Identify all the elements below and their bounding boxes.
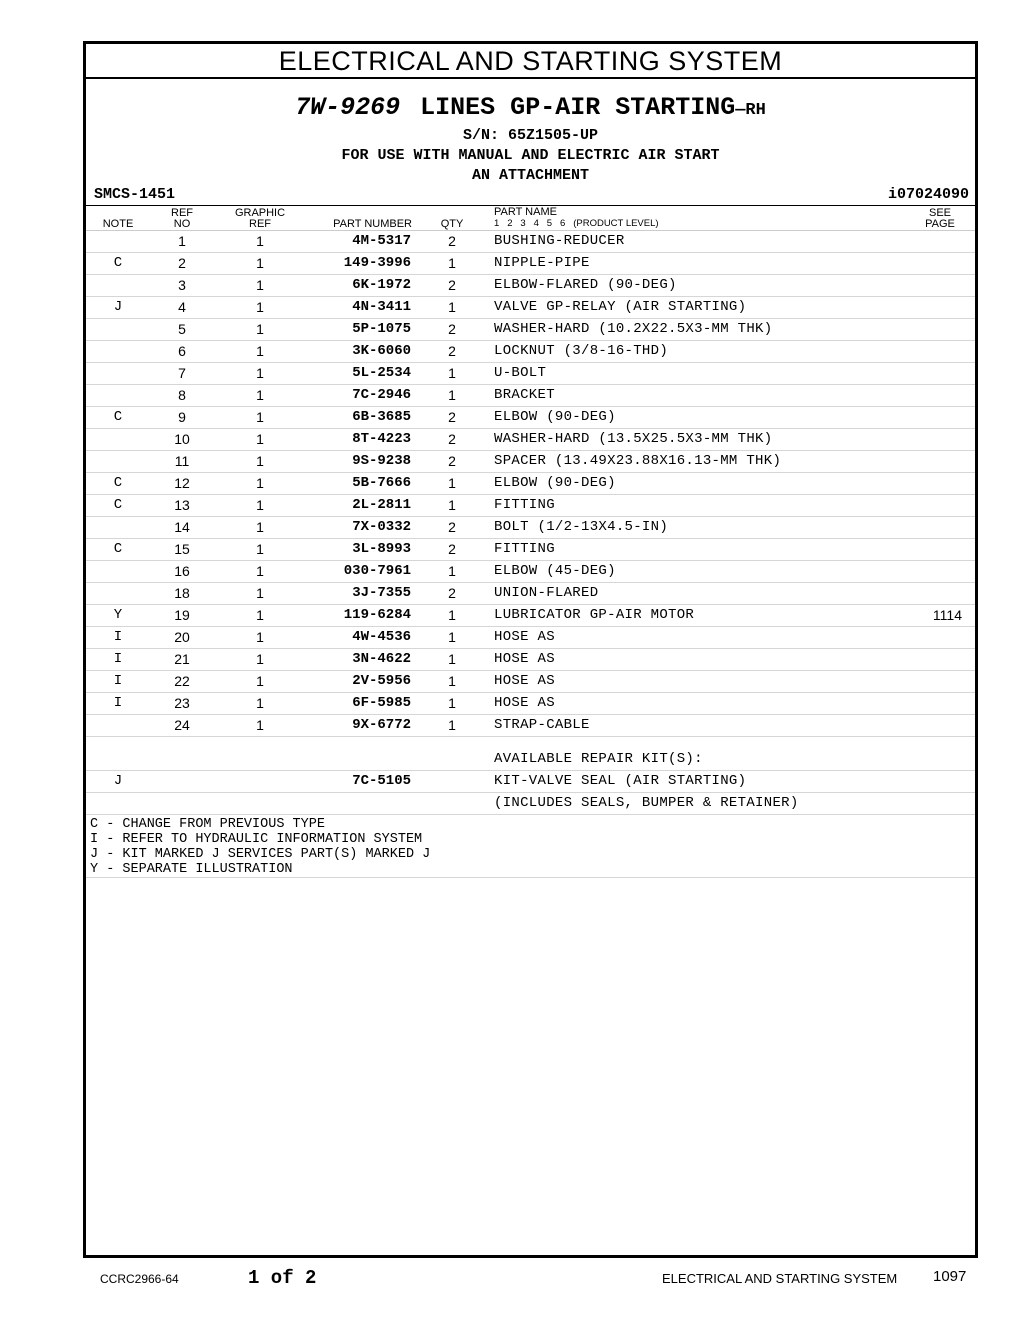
- row-graphic-ref: 1: [256, 387, 264, 403]
- row-part-number: 5B-7666: [352, 475, 411, 491]
- col-see-top: SEE: [928, 207, 951, 219]
- parts-table: [86, 231, 975, 737]
- row-qty: 1: [448, 365, 456, 381]
- row-ref-no: 21: [174, 651, 190, 667]
- row-graphic-ref: 1: [256, 343, 264, 359]
- row-part-number: 4M-5317: [352, 233, 411, 249]
- row-part-number: 7X-0332: [352, 519, 411, 535]
- row-note: C: [113, 541, 123, 557]
- row-part-number: 6K-1972: [352, 277, 411, 293]
- row-part-name: ELBOW (90-DEG): [494, 475, 616, 491]
- row-qty: 2: [448, 409, 456, 425]
- row-qty: 1: [448, 387, 456, 403]
- row-qty: 2: [448, 277, 456, 293]
- row-note: C: [113, 409, 123, 425]
- table-row: [86, 539, 975, 561]
- table-row: [86, 451, 975, 473]
- table-row: [86, 319, 975, 341]
- row-part-name: FITTING: [494, 497, 555, 513]
- row-part-number: 4W-4536: [352, 629, 411, 645]
- row-ref-no: 23: [174, 695, 190, 711]
- row-part-name: STRAP-CABLE: [494, 717, 590, 733]
- repair-kit-part-number: 7C-5105: [352, 773, 411, 789]
- row-qty: 1: [448, 717, 456, 733]
- row-part-name: UNION-FLARED: [494, 585, 599, 601]
- row-ref-no: 9: [178, 409, 186, 425]
- table-row: [86, 231, 975, 253]
- col-graphic-bottom: REF: [249, 218, 271, 230]
- col-graphic-top: GRAPHIC: [234, 207, 286, 219]
- row-part-number: 4N-3411: [352, 299, 411, 315]
- smcs-code: SMCS-1451: [94, 186, 176, 203]
- row-part-number: 149-3996: [343, 255, 411, 271]
- row-graphic-ref: 1: [256, 277, 264, 293]
- col-see-bottom: PAGE: [925, 218, 955, 230]
- row-ref-no: 15: [174, 541, 190, 557]
- row-graphic-ref: 1: [256, 519, 264, 535]
- table-row: [86, 561, 975, 583]
- table-row: [86, 627, 975, 649]
- row-part-number: 3K-6060: [352, 343, 411, 359]
- row-part-number: 3J-7355: [352, 585, 411, 601]
- table-row: [86, 297, 975, 319]
- legend-line: Y - SEPARATE ILLUSTRATION: [90, 862, 293, 877]
- parts-page-frame: [83, 41, 978, 1258]
- row-ref-no: 7: [178, 365, 186, 381]
- row-graphic-ref: 1: [256, 497, 264, 513]
- row-qty: 2: [448, 541, 456, 557]
- row-part-name: HOSE AS: [494, 651, 555, 667]
- usage-line-1: FOR USE WITH MANUAL AND ELECTRIC AIR START: [341, 147, 720, 164]
- row-ref-no: 13: [174, 497, 190, 513]
- table-row: [86, 275, 975, 297]
- table-row: [86, 407, 975, 429]
- table-row: [86, 693, 975, 715]
- row-qty: 2: [448, 585, 456, 601]
- serial-number: S/N: 65Z1505-UP: [462, 127, 599, 144]
- repair-kit-detail: (INCLUDES SEALS, BUMPER & RETAINER): [494, 795, 799, 811]
- row-part-name: LOCKNUT (3/8-16-THD): [494, 343, 669, 359]
- row-qty: 2: [448, 233, 456, 249]
- row-note: Y: [113, 607, 123, 623]
- row-note: I: [113, 651, 123, 667]
- row-part-number: 030-7961: [343, 563, 411, 579]
- row-part-name: HOSE AS: [494, 673, 555, 689]
- row-ref-no: 14: [174, 519, 190, 535]
- column-headers: [86, 206, 975, 231]
- row-ref-no: 22: [174, 673, 190, 689]
- row-part-number: 5L-2534: [352, 365, 411, 381]
- col-note: NOTE: [102, 218, 134, 230]
- row-graphic-ref: 1: [256, 563, 264, 579]
- row-graphic-ref: 1: [256, 695, 264, 711]
- repair-kit-detail-row: [86, 793, 975, 815]
- row-qty: 1: [448, 497, 456, 513]
- row-qty: 1: [448, 475, 456, 491]
- row-qty: 2: [448, 343, 456, 359]
- table-row: [86, 473, 975, 495]
- table-row: [86, 495, 975, 517]
- row-part-number: 3N-4622: [352, 651, 411, 667]
- row-graphic-ref: 1: [256, 607, 264, 623]
- footer-doc-code: CCRC2966-64: [100, 1272, 179, 1286]
- row-part-name: VALVE GP-RELAY (AIR STARTING): [494, 299, 747, 315]
- repair-kit-note: J: [113, 773, 123, 789]
- row-qty: 1: [448, 563, 456, 579]
- table-row: [86, 583, 975, 605]
- row-part-number: 8T-4223: [352, 431, 411, 447]
- group-suffix: —RH: [735, 101, 766, 120]
- row-qty: 1: [448, 299, 456, 315]
- table-row: [86, 605, 975, 627]
- row-ref-no: 5: [178, 321, 186, 337]
- row-qty: 1: [448, 695, 456, 711]
- row-ref-no: 24: [174, 717, 190, 733]
- row-graphic-ref: 1: [256, 365, 264, 381]
- notes-legend: [86, 815, 975, 878]
- row-ref-no: 12: [174, 475, 190, 491]
- row-graphic-ref: 1: [256, 299, 264, 315]
- footer-page-number: 1097: [933, 1268, 967, 1285]
- row-ref-no: 4: [178, 299, 186, 315]
- row-ref-no: 3: [178, 277, 186, 293]
- row-part-number: 2V-5956: [352, 673, 411, 689]
- row-ref-no: 19: [174, 607, 190, 623]
- row-qty: 1: [448, 607, 456, 623]
- row-graphic-ref: 1: [256, 409, 264, 425]
- row-part-number: 3L-8993: [352, 541, 411, 557]
- row-note: C: [113, 255, 123, 271]
- row-graphic-ref: 1: [256, 453, 264, 469]
- row-graphic-ref: 1: [256, 717, 264, 733]
- row-part-name: U-BOLT: [494, 365, 547, 381]
- row-part-number: 7C-2946: [352, 387, 411, 403]
- row-ref-no: 18: [174, 585, 190, 601]
- row-part-name: HOSE AS: [494, 629, 555, 645]
- row-part-name: BOLT (1/2-13X4.5-IN): [494, 519, 669, 535]
- legend-line: C - CHANGE FROM PREVIOUS TYPE: [90, 817, 325, 832]
- row-qty: 2: [448, 453, 456, 469]
- row-note: C: [113, 497, 123, 513]
- col-part-number: PART NUMBER: [333, 218, 412, 230]
- repair-kit-name: KIT-VALVE SEAL (AIR STARTING): [494, 773, 747, 789]
- row-ref-no: 20: [174, 629, 190, 645]
- legend-line: J - KIT MARKED J SERVICES PART(S) MARKED J: [90, 847, 431, 862]
- row-ref-no: 1: [178, 233, 186, 249]
- row-graphic-ref: 1: [256, 431, 264, 447]
- row-graphic-ref: 1: [256, 629, 264, 645]
- row-graphic-ref: 1: [256, 233, 264, 249]
- col-product-level: 1 2 3 4 5 6 (PRODUCT LEVEL): [494, 218, 659, 229]
- spacer-row: [86, 737, 975, 749]
- row-qty: 1: [448, 651, 456, 667]
- col-qty: QTY: [440, 218, 464, 230]
- row-ref-no: 16: [174, 563, 190, 579]
- row-note: I: [113, 629, 123, 645]
- row-part-number: 119-6284: [343, 607, 411, 623]
- row-qty: 1: [448, 629, 456, 645]
- legend-line: I - REFER TO HYDRAULIC INFORMATION SYSTEM: [90, 832, 423, 847]
- group-header: [86, 79, 975, 206]
- row-part-name: WASHER-HARD (10.2X22.5X3-MM THK): [494, 321, 773, 337]
- row-part-name: HOSE AS: [494, 695, 555, 711]
- repair-kit-heading: AVAILABLE REPAIR KIT(S):: [494, 751, 703, 767]
- row-part-number: 9X-6772: [352, 717, 411, 733]
- group-number: 7W-9269: [295, 93, 401, 122]
- table-row: [86, 253, 975, 275]
- row-part-number: 5P-1075: [352, 321, 411, 337]
- table-row: [86, 671, 975, 693]
- row-ref-no: 6: [178, 343, 186, 359]
- table-row: [86, 385, 975, 407]
- row-part-name: BUSHING-REDUCER: [494, 233, 625, 249]
- row-note: C: [113, 475, 123, 491]
- col-part-name: PART NAME: [494, 206, 557, 218]
- row-graphic-ref: 1: [256, 585, 264, 601]
- row-part-name: ELBOW (90-DEG): [494, 409, 616, 425]
- table-row: [86, 429, 975, 451]
- col-ref-bottom: NO: [173, 218, 191, 230]
- table-row: [86, 363, 975, 385]
- row-part-name: SPACER (13.49X23.88X16.13-MM THK): [494, 453, 782, 469]
- table-row: [86, 649, 975, 671]
- row-ref-no: 8: [178, 387, 186, 403]
- group-title: [86, 79, 975, 126]
- row-graphic-ref: 1: [256, 673, 264, 689]
- row-part-number: 9S-9238: [352, 453, 411, 469]
- row-see-page: 1114: [932, 607, 962, 623]
- row-part-name: LUBRICATOR GP-AIR MOTOR: [494, 607, 695, 623]
- usage-line-2: AN ATTACHMENT: [471, 167, 590, 184]
- row-graphic-ref: 1: [256, 321, 264, 337]
- row-graphic-ref: 1: [256, 255, 264, 271]
- footer-system: ELECTRICAL AND STARTING SYSTEM: [662, 1271, 898, 1286]
- row-qty: 2: [448, 519, 456, 535]
- row-part-name: BRACKET: [494, 387, 555, 403]
- row-note: I: [113, 673, 123, 689]
- row-part-name: NIPPLE-PIPE: [494, 255, 590, 271]
- row-qty: 1: [448, 673, 456, 689]
- row-ref-no: 10: [174, 431, 190, 447]
- footer-page-of: 1 of 2: [248, 1267, 317, 1289]
- table-row: [86, 341, 975, 363]
- row-graphic-ref: 1: [256, 541, 264, 557]
- row-ref-no: 2: [178, 255, 186, 271]
- page-footer: [0, 1262, 1020, 1292]
- row-part-number: 2L-2811: [352, 497, 411, 513]
- row-part-name: FITTING: [494, 541, 555, 557]
- repair-kit-row: [86, 771, 975, 793]
- row-ref-no: 11: [174, 453, 190, 469]
- row-qty: 2: [448, 431, 456, 447]
- row-part-name: ELBOW-FLARED (90-DEG): [494, 277, 677, 293]
- row-part-name: WASHER-HARD (13.5X25.5X3-MM THK): [494, 431, 773, 447]
- row-qty: 1: [448, 255, 456, 271]
- row-qty: 2: [448, 321, 456, 337]
- row-graphic-ref: 1: [256, 475, 264, 491]
- row-part-number: 6F-5985: [352, 695, 411, 711]
- repair-kit-heading-row: [86, 749, 975, 771]
- row-part-number: 6B-3685: [352, 409, 411, 425]
- row-graphic-ref: 1: [256, 651, 264, 667]
- row-part-name: ELBOW (45-DEG): [494, 563, 616, 579]
- illustration-id: i07024090: [887, 186, 969, 203]
- group-name: LINES GP-AIR STARTING: [420, 93, 736, 122]
- table-row: [86, 715, 975, 737]
- section-title: ELECTRICAL AND STARTING SYSTEM: [86, 44, 975, 79]
- col-ref-top: REF: [171, 207, 193, 219]
- row-note: J: [113, 299, 123, 315]
- row-note: I: [113, 695, 123, 711]
- table-row: [86, 517, 975, 539]
